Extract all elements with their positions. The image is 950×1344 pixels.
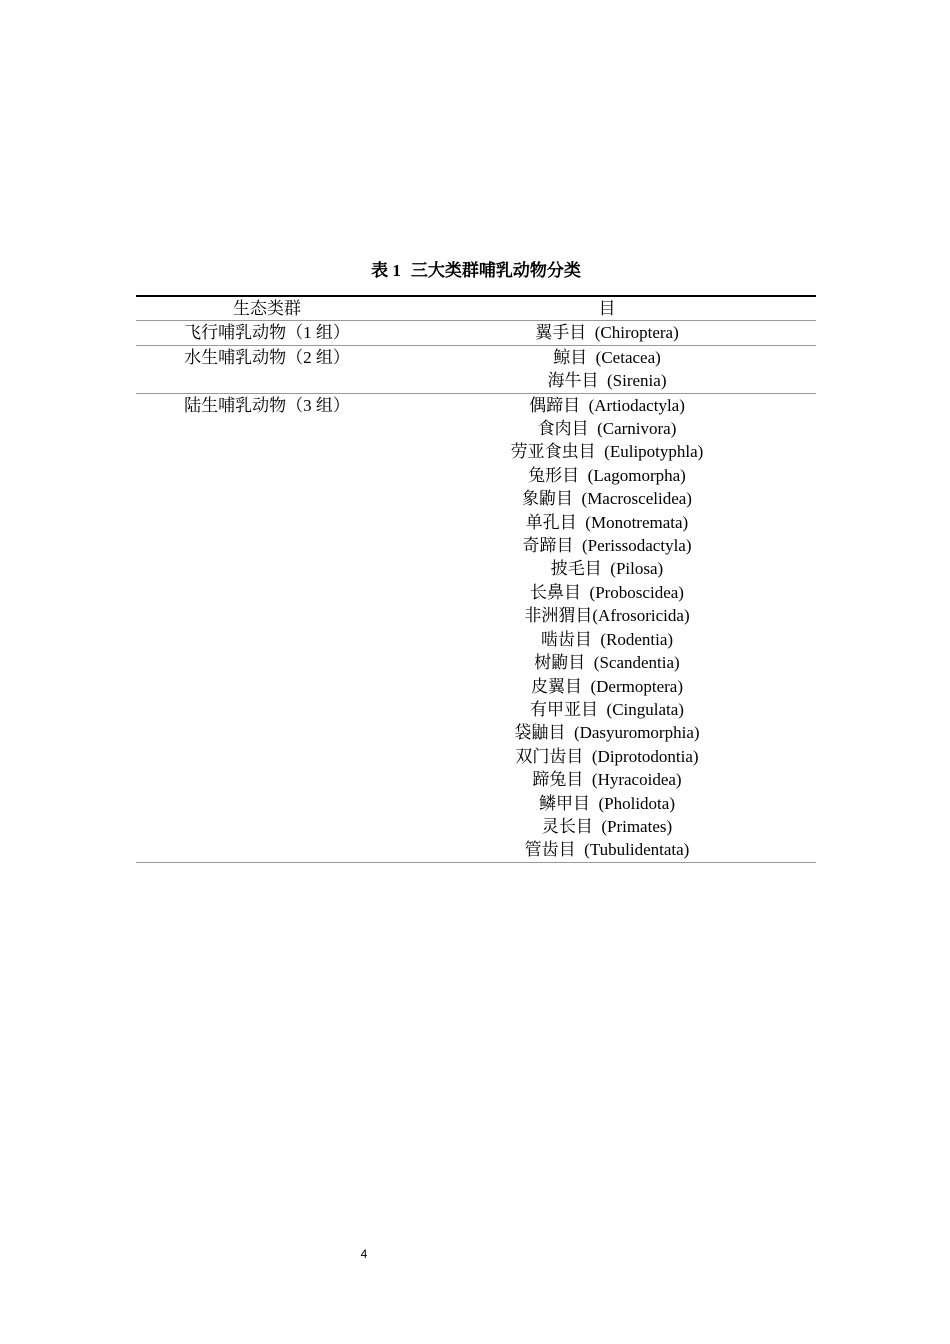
header-ecological-group: 生态类群 <box>136 296 398 321</box>
ecological-group-cell: 飞行哺乳动物（1 组） <box>136 321 398 345</box>
order-name: 象鼩目 (Macroscelidea) <box>522 489 692 509</box>
order-name: 皮翼目 (Dermoptera) <box>530 676 683 696</box>
order-name: 披毛目 (Pilosa) <box>550 559 664 579</box>
order-name: 鳞甲目 (Pholidota) <box>539 793 675 813</box>
order-name: 管齿目 (Tubulidentata) <box>524 840 690 860</box>
order-name: 海牛目 (Sirenia) <box>547 371 667 391</box>
order-list-cell <box>398 345 816 393</box>
order-name: 劳亚食虫目 (Eulipotyphla) <box>510 442 704 462</box>
order-name: 树鼩目 (Scandentia) <box>534 653 680 673</box>
order-name: 啮齿目 (Rodentia) <box>540 629 674 649</box>
mammal-classification-table <box>136 295 816 863</box>
order-name: 奇蹄目 (Perissodactyla) <box>522 536 692 556</box>
order-name: 翼手目 (Chiroptera) <box>535 323 679 343</box>
order-name: 兔形目 (Lagomorpha) <box>528 465 686 485</box>
table-body <box>136 321 816 862</box>
ecological-group-cell: 水生哺乳动物（2 组） <box>136 345 398 393</box>
ecological-group-cell: 陆生哺乳动物（3 组） <box>136 393 398 862</box>
table-caption <box>136 259 816 283</box>
order-list-cell <box>398 393 816 862</box>
table-row <box>136 321 816 345</box>
table-row <box>136 345 816 393</box>
table-row <box>136 393 816 862</box>
order-list-cell <box>398 321 816 345</box>
order-name: 鲸目 (Cetacea) <box>553 347 661 367</box>
order-name: 单孔目 (Monotremata) <box>525 512 689 532</box>
order-name: 偶蹄目 (Artiodactyla) <box>529 395 685 415</box>
header-order: 目 <box>398 296 816 321</box>
order-name: 袋鼬目 (Dasyuromorphia) <box>514 723 700 743</box>
page-number: 4 <box>360 1247 368 1261</box>
order-name: 长鼻目 (Proboscidea) <box>530 582 684 602</box>
order-name: 食肉目 (Carnivora) <box>537 419 677 439</box>
order-name: 有甲亚目 (Cingulata) <box>530 699 684 719</box>
order-name: 灵长目 (Primates) <box>541 816 673 836</box>
order-name: 双门齿目 (Diprotodontia) <box>515 746 699 766</box>
table-header-row <box>136 296 816 321</box>
table-title: 三大类群哺乳动物分类 <box>410 261 581 280</box>
order-name: 蹄兔目 (Hyracoidea) <box>532 770 682 790</box>
order-name: 非洲猬目(Afrosoricida) <box>524 606 690 626</box>
table-number: 表 1 <box>371 261 401 280</box>
